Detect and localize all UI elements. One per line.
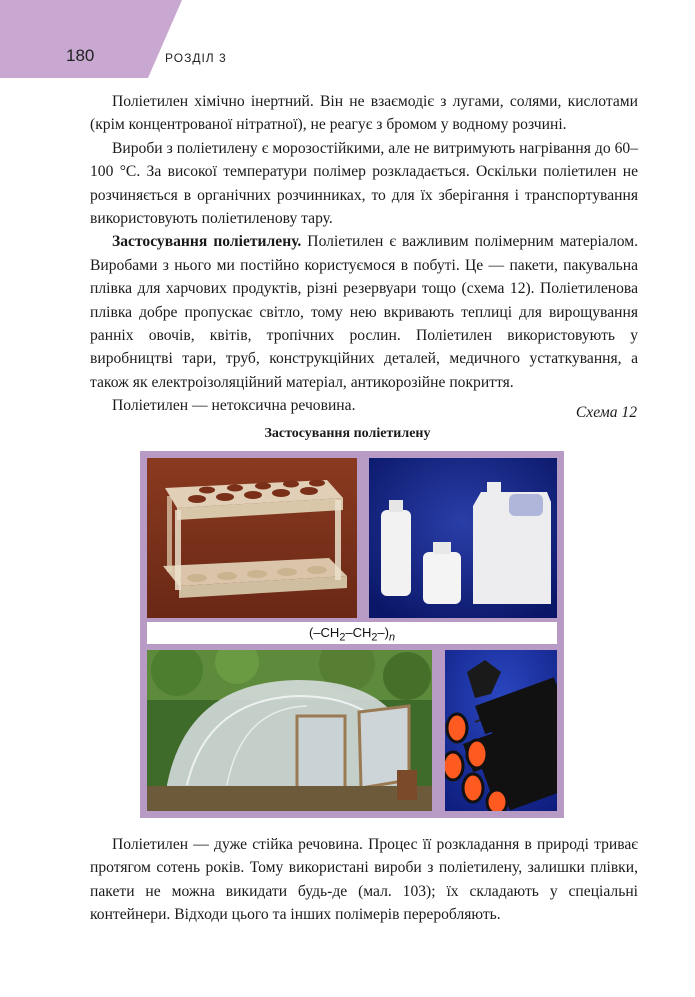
top-text (90, 90, 638, 418)
paragraph-applications (90, 230, 638, 394)
test-tube-rack-image (147, 458, 357, 618)
paragraph-inertness: Поліетилен хімічно інертний. Він не взаємодіє з лугами, солями, кислотами (крім концентрованої нітратної), не реагує з бромом у водному розчині. (90, 93, 638, 134)
formula-prefix: (–CH (308, 625, 340, 640)
formula-subscript-2: 2 (371, 631, 378, 644)
formula-suffix: –) (377, 625, 389, 640)
schema-title: Застосування поліетилену (264, 426, 431, 441)
formula-subscript-n: n (388, 631, 395, 644)
schema-reference: Схема 12 (575, 404, 637, 421)
plastic-bottles-image (369, 458, 557, 618)
header-band (0, 0, 695, 78)
paragraph-nontoxic: Поліетилен — нетоксична речовина. (112, 397, 356, 415)
paragraph-decomposition: Поліетилен — дуже стійка речовина. Процес її розкладання в природі триває протягом сотень років. Тому використані вироби з поліетилену, залишки плівки, пакети не можна викидати будь-де (мал. 103); їх складають у спеціальні контейнери. Відходи цього та інших полімерів переробляють. (90, 836, 638, 924)
paragraph-frost-resistance: Вироби з поліетилену є морозостійкими, але не витримують нагрівання до 60–100 °С. За високої температури полімер розкладається. Оскільки поліетилен не розчиняється в органічних розчинниках, то для їх зберігання і транспортування використовують поліетиленову тару. (90, 139, 638, 228)
bottom-text (90, 833, 638, 927)
formula-mid: –CH (345, 625, 372, 640)
schema-frame (140, 451, 564, 818)
photo-test-tube-rack (147, 458, 357, 618)
photo-greenhouse (147, 650, 432, 811)
formula-subscript-1: 2 (339, 631, 346, 644)
greenhouse-image (147, 650, 432, 811)
photo-corrugated-pipes (445, 650, 557, 811)
header-decoration (0, 0, 695, 78)
corrugated-pipes-image (445, 650, 557, 811)
section-label: РОЗДІЛ 3 (165, 51, 227, 65)
formula-bar (147, 622, 557, 644)
page-number: 180 (66, 46, 95, 65)
applications-heading: Застосування поліетилену. (112, 233, 302, 251)
applications-text: Поліетилен є важливим полімерним матеріалом. Виробами з нього ми постійно користуємося в побуті. Це — пакети, пакувальна плівка для харчових продуктів, різні резервуари тощо (схема 12). Поліетиленова плівка добре пропускає світло, тому нею вкривають теплиці для вирощування ранніх овочів, квітів, тропічних рослин. Поліетилен використовують у виробництві тари, труб, конструкційних деталей, медичного устаткування, а також як електроізоляційний матеріал, антикорозійне покриття. (90, 233, 638, 391)
photo-plastic-bottles (369, 458, 557, 618)
